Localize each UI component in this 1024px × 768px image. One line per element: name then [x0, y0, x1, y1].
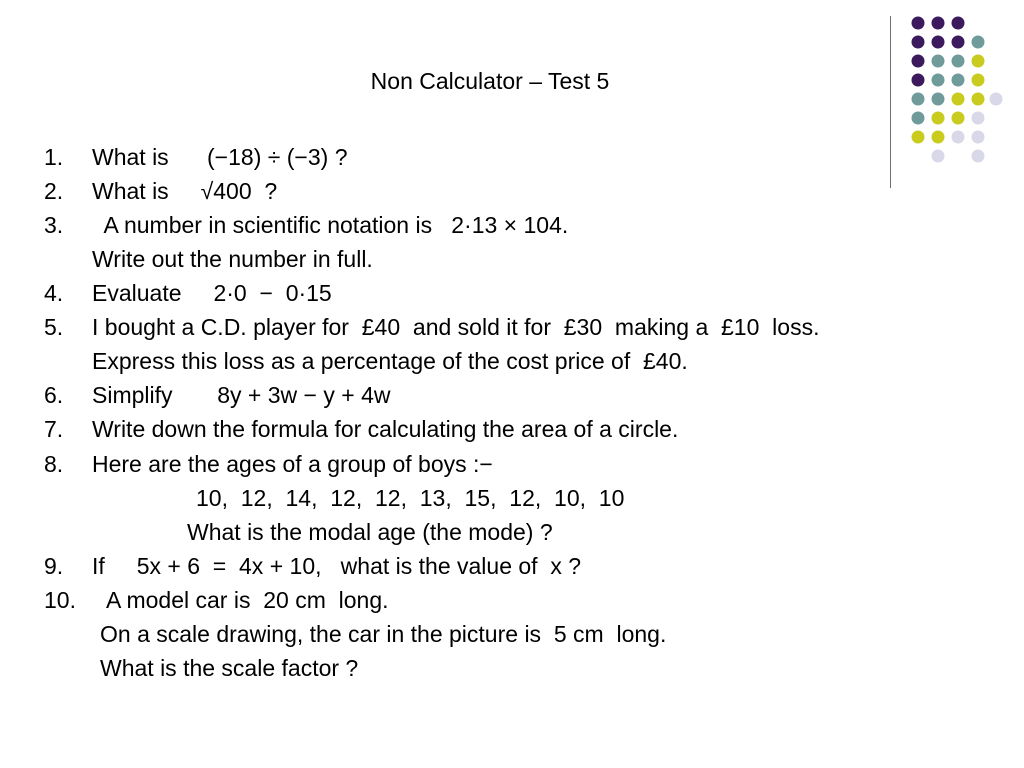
question-number-4: 4. [44, 280, 64, 306]
question-10-text-line-3: What is the scale factor ? [100, 655, 359, 681]
question-3-text: A number in scientific notation is 2·13 × 104. [92, 212, 569, 238]
question-number-3: 3. [44, 212, 64, 238]
decorative-dot [912, 17, 925, 30]
decorative-dot [912, 112, 925, 125]
question-number-5: 5. [44, 314, 64, 340]
question-6-text: Simplify 8y + 3w − y + 4w [92, 382, 391, 408]
question-10-text: A model car is 20 cm long. [106, 587, 389, 613]
decorative-dot [932, 17, 945, 30]
question-10-text-line-2: On a scale drawing, the car in the picture is 5 cm long. [100, 621, 667, 647]
question-number-6: 6. [44, 382, 64, 408]
decorative-dot [972, 93, 985, 106]
decorative-dot [932, 131, 945, 144]
decorative-dot [952, 74, 965, 87]
slide-title: Non Calculator – Test 5 [370, 68, 610, 94]
question-8-ages-list: 10, 12, 14, 12, 12, 13, 15, 12, 10, 10 [196, 485, 625, 511]
decorative-dot [932, 55, 945, 68]
decorative-dot [972, 112, 985, 125]
question-4-text: Evaluate 2·0 − 0·15 [92, 280, 332, 306]
question-1-text: What is (−18) ÷ (−3) ? [92, 144, 348, 170]
decorative-dot [912, 131, 925, 144]
question-number-1: 1. [44, 144, 64, 170]
decorative-dot [912, 74, 925, 87]
question-number-10: 10. [44, 587, 76, 613]
decorative-dot [952, 36, 965, 49]
question-number-7: 7. [44, 416, 64, 442]
decorative-dot [932, 36, 945, 49]
decorative-dot [990, 93, 1003, 106]
decorative-dot [972, 55, 985, 68]
decorative-dot [912, 36, 925, 49]
question-9-text: If 5x + 6 = 4x + 10, what is the value of x ? [92, 553, 582, 579]
question-5-text: I bought a C.D. player for £40 and sold it for £30 making a £10 loss. [92, 314, 820, 340]
question-2-text: What is √400 ? [92, 178, 278, 204]
question-8-text-line-3: What is the modal age (the mode) ? [187, 519, 553, 545]
decorative-dot [952, 17, 965, 30]
decorative-dot [932, 150, 945, 163]
decorative-dot [972, 74, 985, 87]
vertical-divider [890, 16, 891, 188]
decorative-dot [932, 112, 945, 125]
decorative-dot [932, 93, 945, 106]
decorative-dot [952, 93, 965, 106]
question-number-2: 2. [44, 178, 64, 204]
decorative-dot [912, 55, 925, 68]
question-3-text-line-2: Write out the number in full. [92, 246, 373, 272]
decorative-dot [952, 131, 965, 144]
question-5-text-line-2: Express this loss as a percentage of the cost price of £40. [92, 348, 688, 374]
decorative-dot [972, 150, 985, 163]
decorative-dot [952, 112, 965, 125]
question-7-text: Write down the formula for calculating the area of a circle. [92, 416, 679, 442]
decorative-dot [972, 36, 985, 49]
question-number-9: 9. [44, 553, 64, 579]
decorative-dot [912, 93, 925, 106]
question-8-text: Here are the ages of a group of boys :− [92, 451, 493, 477]
decorative-dot [952, 55, 965, 68]
question-number-8: 8. [44, 451, 64, 477]
decorative-dot [932, 74, 945, 87]
decorative-dot [972, 131, 985, 144]
